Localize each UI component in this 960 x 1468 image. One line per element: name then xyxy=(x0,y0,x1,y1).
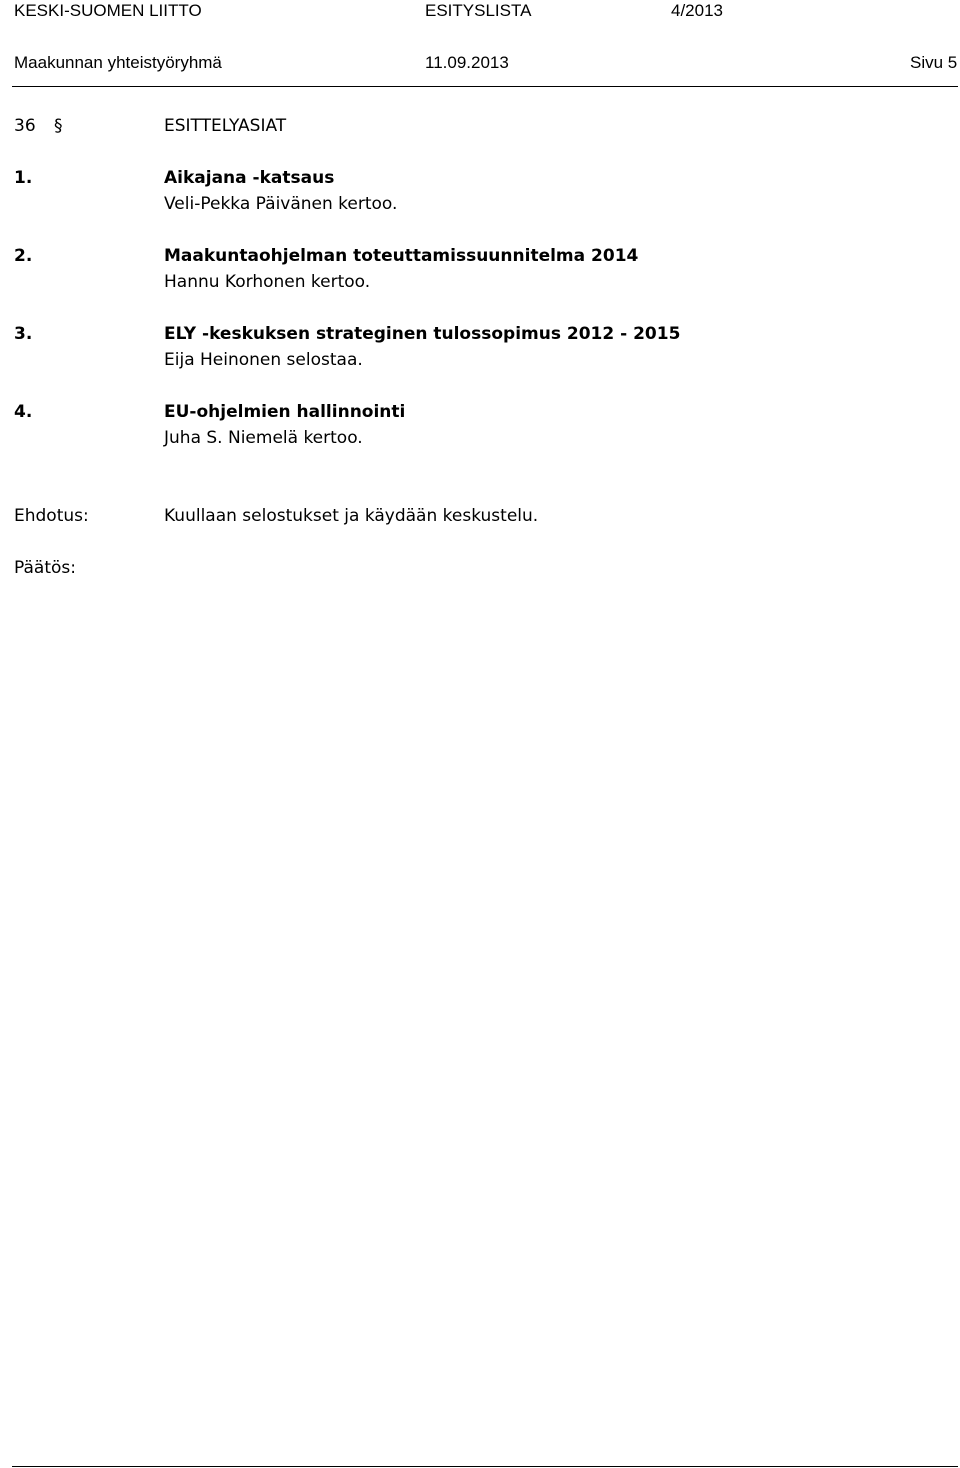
item-text: Veli-Pekka Päivänen kertoo. xyxy=(164,194,398,214)
section-title: ESITTELYASIAT xyxy=(164,116,287,136)
item-title: Aikajana -katsaus xyxy=(164,168,335,188)
item-title: Maakuntaohjelman toteuttamissuunnitelma 2014 xyxy=(164,246,639,266)
decision-label: Päätös: xyxy=(14,558,76,578)
proposal-label: Ehdotus: xyxy=(14,506,89,526)
item-text: Juha S. Niemelä kertoo. xyxy=(164,428,363,448)
item-number: 3. xyxy=(14,324,33,344)
item-text: Hannu Korhonen kertoo. xyxy=(164,272,371,292)
item-title: EU-ohjelmien hallinnointi xyxy=(164,402,406,422)
footer-divider xyxy=(12,1466,958,1467)
document-type: ESITYSLISTA xyxy=(425,1,532,20)
page-number: Sivu 5 xyxy=(910,53,958,72)
meeting-date: 11.09.2013 xyxy=(425,53,509,72)
organization-name: KESKI-SUOMEN LIITTO xyxy=(14,1,202,20)
header-divider xyxy=(12,86,958,87)
item-number: 1. xyxy=(14,168,33,188)
section-symbol: § xyxy=(54,116,63,136)
item-title: ELY -keskuksen strateginen tulossopimus 2012 - 2015 xyxy=(164,324,681,344)
document-number: 4/2013 xyxy=(671,1,723,20)
proposal-text: Kuullaan selostukset ja käydään keskustelu. xyxy=(164,506,539,526)
section-number: 36 xyxy=(14,116,36,136)
item-text: Eija Heinonen selostaa. xyxy=(164,350,363,370)
committee-name: Maakunnan yhteistyöryhmä xyxy=(14,53,222,72)
item-number: 2. xyxy=(14,246,33,266)
item-number: 4. xyxy=(14,402,33,422)
